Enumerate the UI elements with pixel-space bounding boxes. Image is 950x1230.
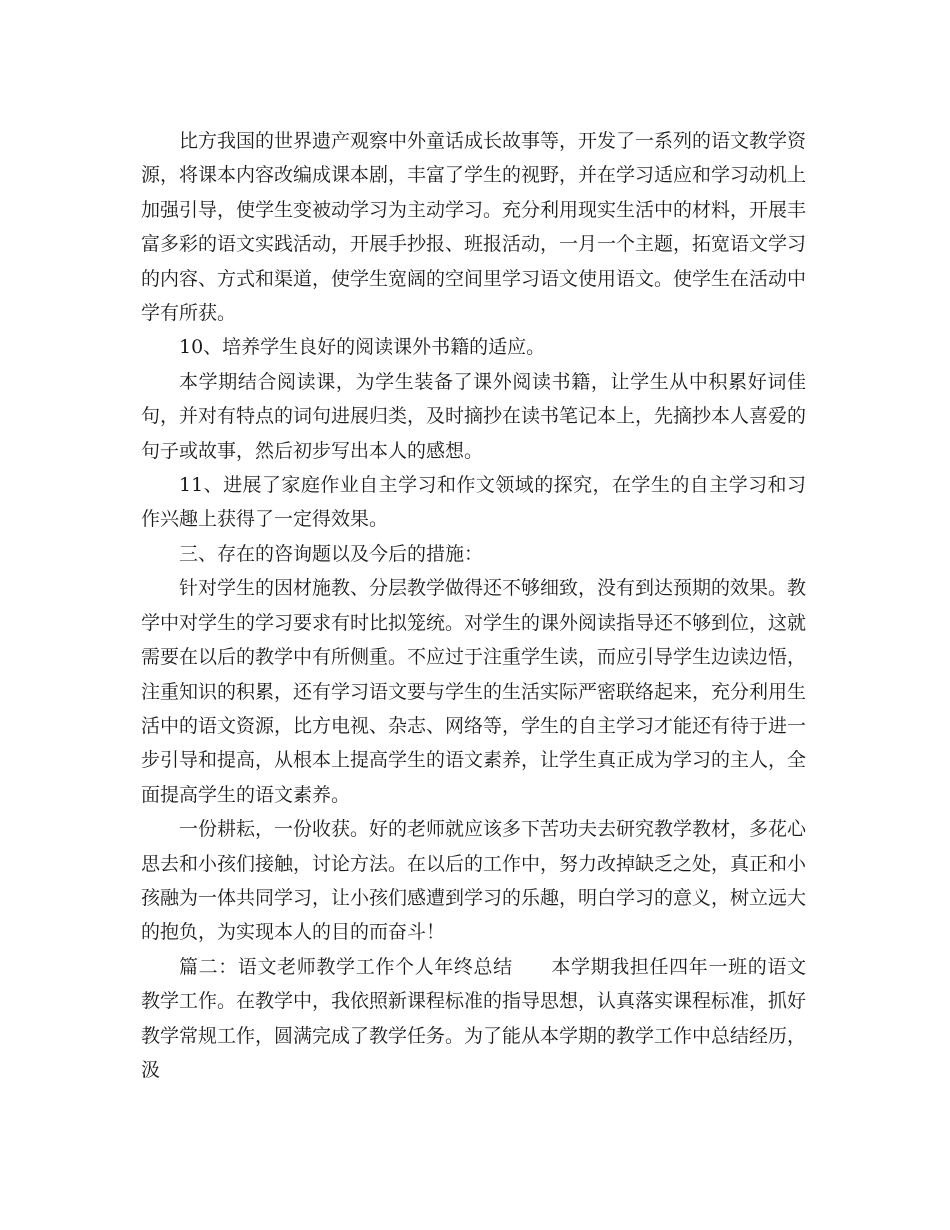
part-two-body: 本学期我担任四年一班的语文教学工作。在教学中，我依照新课程标准的指导思想，认真落实课程标准，抓好教学常规工作，圆满完成了教学任务。为了能从本学期的教学工作中总结经历，汲 bbox=[141, 955, 807, 1081]
paragraph-7 bbox=[141, 950, 806, 1088]
paragraph-1: 比方我国的世界遗产观察中外童话成长故事等，开发了一系列的语文教学资源，将课本内容改编成课本剧，丰富了学生的视野，并在学习适应和学习动机上加强引导，使学生变被动学习为主动学习。充分利用现实生活中的材料，开展丰富多彩的语文实践活动，开展手抄报、班报活动，一月一个主题，拓宽语文学习的内容、方式和渠道，使学生宽阔的空间里学习语文使用语文。使学生在活动中学有所获。 bbox=[141, 130, 807, 325]
paragraph-4: 11、进展了家庭作业自主学习和作文领域的探究，在学生的自主学习和习作兴趣上获得了一定得效果。 bbox=[141, 474, 806, 531]
section-heading-3: 三、存在的咨询题以及今后的措施： bbox=[179, 542, 484, 565]
document-body bbox=[141, 124, 806, 1087]
paragraph-5: 针对学生的因材施教、分层教学做得还不够细致，没有到达预期的效果。教学中对学生的学习要求有时比拟笼统。对学生的课外阅读指导还不够到位，这就需要在以后的教学中有所侧重。不应过于注重学生读，而应引导学生边读边悟，注重知识的积累，还有学习语文要与学生的生活实际严密联络起来，充分利用生活中的语文资源，比方电视、杂志、网络等，学生的自主学习才能还有待于进一步引导和提高，从根本上提高学生的语文素养，让学生真正成为学习的主人，全面提高学生的语文素养。 bbox=[141, 577, 807, 806]
paragraph-6: 一份耕耘，一份收获。好的老师就应该多下苦功夫去研究教学教材，多花心思去和小孩们接触，讨论方法。在以后的工作中，努力改掉缺乏之处，真正和小孩融为一体共同学习，让小孩们感遭到学习的乐趣，明白学习的意义，树立远大的抱负，为实现本人的目的而奋斗！ bbox=[141, 818, 807, 944]
paragraph-3: 本学期结合阅读课，为学生装备了课外阅读书籍，让学生从中积累好词佳句，并对有特点的词句进展归类，及时摘抄在读书笔记本上，先摘抄本人喜爱的句子或故事，然后初步写出本人的感想。 bbox=[141, 370, 807, 462]
part-two-heading: 篇二：语文老师教学工作个人年终总结 bbox=[179, 955, 513, 978]
paragraph-2: 10、培养学生良好的阅读课外书籍的适应。 bbox=[179, 336, 546, 359]
